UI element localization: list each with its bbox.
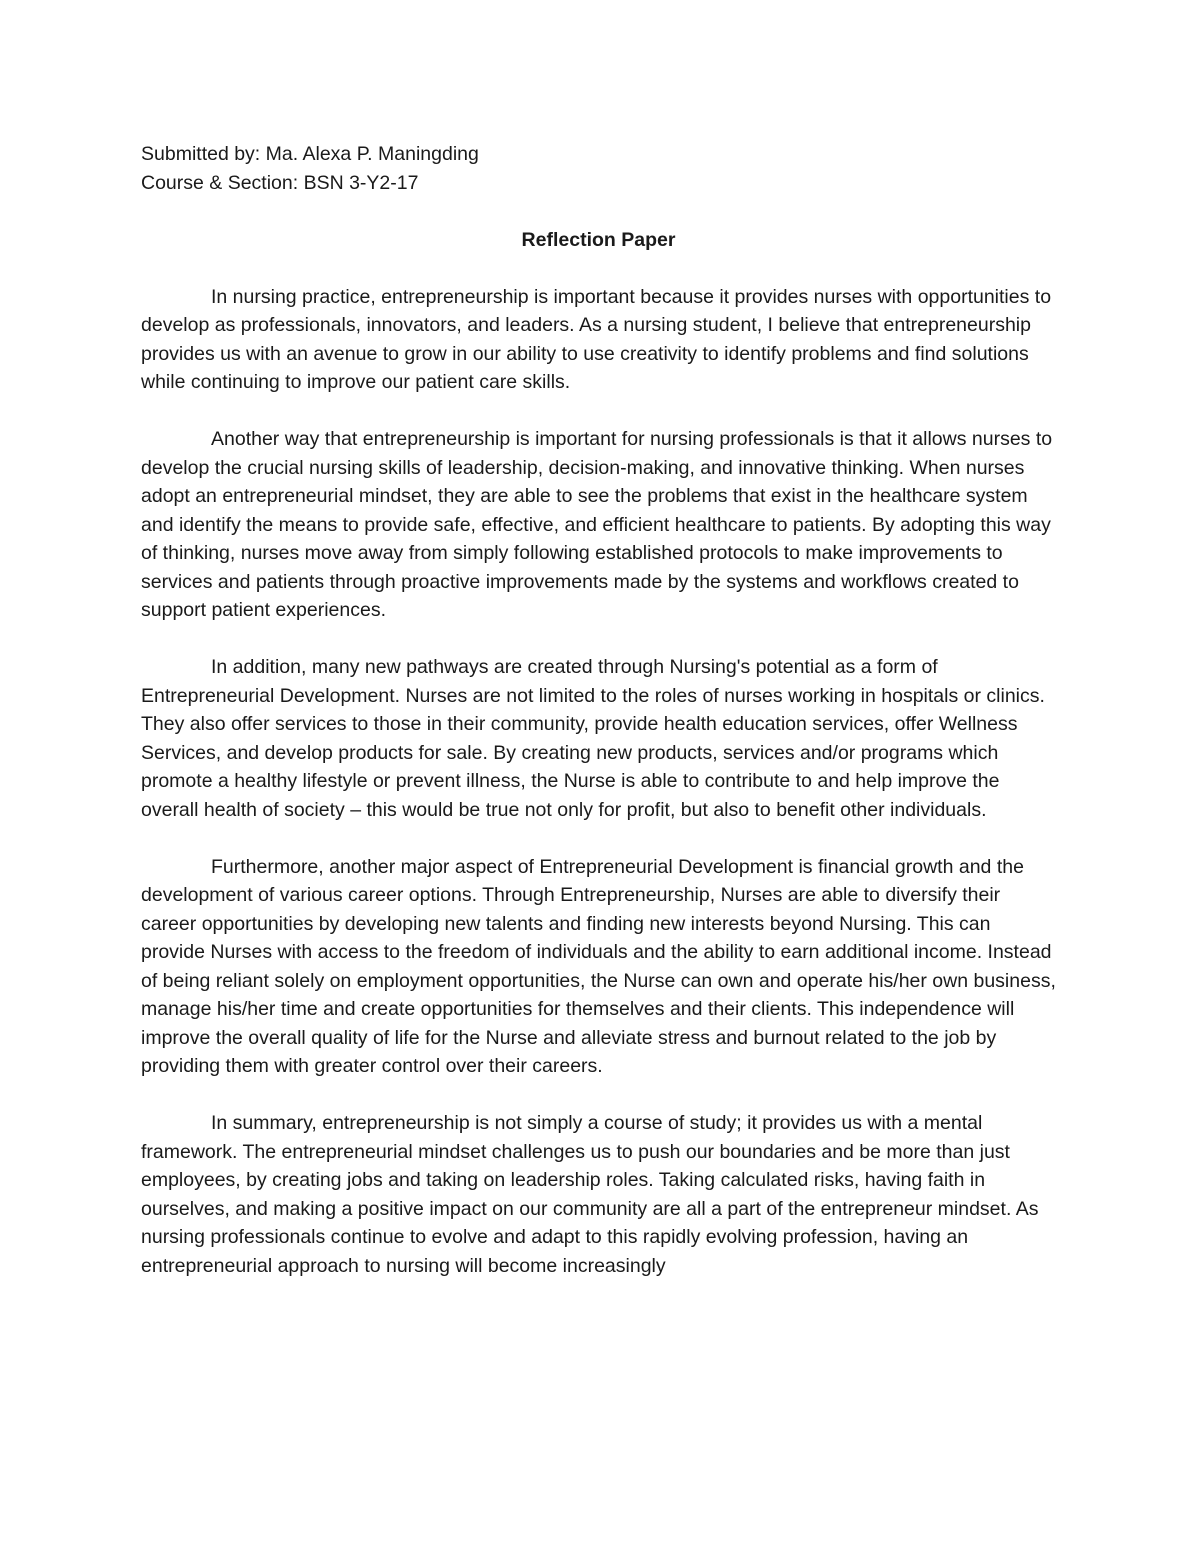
paragraph-3: In addition, many new pathways are created through Nursing's potential as a form of Entrepreneurial Development. Nurses are not limited to the roles of nurses working in hospitals or clinics. They also offer services to those in their community, provide health education services, offer Wellness Services, and develop products for sale. By creating new products, services and/or programs which promote a healthy lifestyle or prevent illness, the Nurse is able to contribute to and help improve the overall health of society – this would be true not only for profit, but also to benefit other individuals.: [141, 656, 1045, 821]
course-section-line: Course & Section: BSN 3-Y2-17: [141, 171, 419, 194]
document-title: Reflection Paper: [521, 229, 676, 251]
paragraph-1: In nursing practice, entrepreneurship is important because it provides nurses with opportunities to develop as professionals, innovators, and leaders. As a nursing student, I believe that entrepreneurship provides us with an avenue to grow in our ability to use creativity to identify problems and find solutions while continuing to improve our patient care skills.: [141, 285, 1052, 393]
document-body: [141, 140, 1056, 1309]
submitted-by-line: Submitted by: Ma. Alexa P. Maningding: [141, 143, 479, 165]
paragraph-4: Furthermore, another major aspect of Entrepreneurial Development is financial growth and the development of various career options. Through Entrepreneurship, Nurses are able to diversify their career opportunities by developing new talents and finding new interests beyond Nursing. This can provide Nurses with access to the freedom of individuals and the ability to earn additional income. Instead of being reliant solely on employment opportunities, the Nurse can own and operate his/her own business, manage his/her time and create opportunities for themselves and their clients. This independence will improve the overall quality of life for the Nurse and alleviate stress and burnout related to the job by providing them with greater control over their careers.: [141, 855, 1056, 1077]
paragraph-2: Another way that entrepreneurship is important for nursing professionals is that it allows nurses to develop the crucial nursing skills of leadership, decision-making, and innovative thinking. When nurses adopt an entrepreneurial mindset, they are able to see the problems that exist in the healthcare system and identify the means to provide safe, effective, and efficient healthcare to patients. By adopting this way of thinking, nurses move away from simply following established protocols to make improvements to services and patients through proactive improvements made by the systems and workflows created to support patient experiences.: [141, 428, 1053, 621]
paragraph-5: In summary, entrepreneurship is not simply a course of study; it provides us with a mental framework. The entrepreneurial mindset challenges us to push our boundaries and be more than just employees, by creating jobs and taking on leadership roles. Taking calculated risks, having faith in ourselves, and making a positive impact on our community are all a part of the entrepreneur mindset. As nursing professionals continue to evolve and adapt to this rapidly evolving profession, having an entrepreneurial approach to nursing will become increasingly: [141, 1112, 1039, 1277]
